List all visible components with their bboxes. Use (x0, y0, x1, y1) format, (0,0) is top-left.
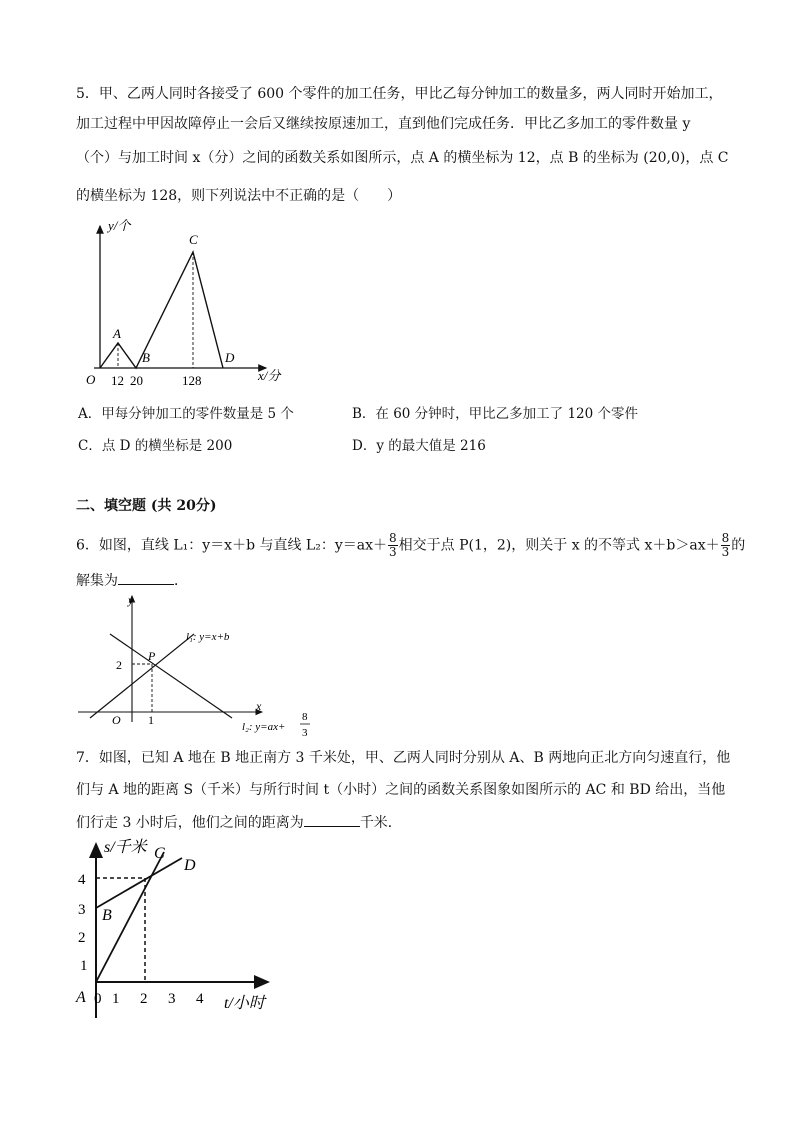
q6-frac-2-den: 3 (721, 545, 730, 559)
q7-x-tick-0: 0 (94, 991, 102, 1007)
q6-frac-2 (721, 532, 731, 559)
q6-x-label: x (256, 699, 262, 713)
section-2-heading: 二、填空题 (共 20分) (76, 498, 217, 514)
q5-graph (80, 218, 300, 392)
q5-option-b[interactable]: B．在 60 分钟时，甲比乙多加工了 120 个零件 (352, 406, 639, 422)
q5-y-label: y/个 (108, 218, 131, 233)
q5-x-label: x/分 (258, 368, 281, 383)
q5-option-d[interactable]: D．y 的最大值是 216 (352, 438, 486, 454)
q7-graph (72, 834, 312, 1026)
q6-tick-1: 1 (148, 713, 154, 727)
q7-answer-blank[interactable] (304, 812, 360, 827)
q7-line-3 (76, 812, 402, 833)
q5-tick-20: 20 (130, 373, 143, 388)
q6-l2-label: l₂: y=ax+ (242, 721, 286, 733)
q5-tick-12: 12 (111, 373, 124, 388)
q6-tick-2: 2 (116, 658, 122, 672)
q6-frac-1-den: 3 (389, 545, 397, 559)
q6-frac-2-num: 8 (721, 531, 730, 545)
q5-option-a[interactable]: A．甲每分钟加工的零件数量是 5 个 (78, 406, 294, 422)
q7-label-a: A (76, 989, 86, 1006)
q6-graph (76, 592, 316, 742)
q7-line3-end: 千米． (359, 815, 402, 831)
q5-origin: O (86, 372, 96, 387)
q6-line-l1 (90, 634, 194, 718)
q7-x-label: t/小时 (224, 995, 265, 1012)
q5-line-3: （个）与加工时间 x（分）之间的函数关系如图所示，点 A 的横坐标为 12，点 B 的坐标为 (20,0)，点 C (76, 150, 729, 166)
q7-x-tick-1: 1 (112, 991, 120, 1007)
q5-label-a: A (113, 326, 121, 341)
q7-line-1: 7．如图，已知 A 地在 B 地正南方 3 千米处，甲、乙两人同时分别从 A、B 两地向正北方向匀速直行，他 (76, 750, 731, 766)
q5-label-b: B (142, 350, 150, 365)
q6-part-2: 相交于点 P(1，2)，则关于 x 的不等式 x＋b＞ax＋ (398, 537, 720, 554)
q7-x-tick-4: 4 (196, 991, 204, 1007)
q5-label-c: C (189, 232, 198, 247)
q6-answer-blank[interactable] (118, 570, 174, 585)
q7-line-2: 们与 A 地的距离 S（千米）与所行时间 t（小时）之间的函数关系图象如图所示的 AC 和 BD 给出，当他 (76, 782, 726, 798)
q6-label-p: P (148, 649, 156, 663)
q7-y-tick-4: 4 (78, 872, 86, 888)
q7-line3-start: 们行走 3 小时后，他们之间的距离为 (76, 815, 304, 831)
q6-line-l2 (110, 634, 232, 718)
q7-label-c: C (154, 845, 165, 862)
q6-line-2 (76, 570, 188, 591)
q6-part-3: 的 (731, 537, 746, 554)
q7-y-tick-2: 2 (78, 930, 86, 946)
q6-frac-1 (388, 532, 398, 559)
q5-label-d: D (225, 350, 235, 365)
q5-line-2: 加工过程中甲因故障停止一会后又继续按原速加工，直到他们完成任务．甲比乙多加工的零件数量 y (76, 116, 691, 132)
q6-l1-label: l₁: y=x+b (186, 631, 230, 643)
q7-label-d: D (184, 857, 196, 874)
q6-l2-frac-num: 8 (302, 711, 308, 723)
q5-line-4: 的横坐标为 128，则下列说法中不正确的是（ ） (76, 188, 402, 204)
q7-y-tick-1: 1 (80, 958, 88, 974)
q5-option-c[interactable]: C．点 D 的横坐标是 200 (78, 438, 233, 454)
q7-label-b: B (102, 907, 112, 924)
q7-y-label: s/千米 (104, 839, 147, 856)
q7-y-tick-3: 3 (78, 902, 86, 918)
q6-line2-end: ． (174, 573, 188, 589)
q6-line2-text: 解集为 (76, 573, 118, 589)
q5-line-1: 5．甲、乙两人同时各接受了 600 个零件的加工任务，甲比乙每分钟加工的数量多，两人同时开始加工， (76, 86, 723, 102)
q6-l2-frac-den: 3 (302, 727, 308, 739)
q5-tick-128: 128 (182, 373, 202, 388)
q7-x-tick-2: 2 (140, 991, 148, 1007)
q7-x-tick-3: 3 (168, 991, 176, 1007)
q6-line-1 (76, 532, 745, 559)
q6-origin: O (112, 713, 121, 727)
q6-part-1: 6．如图，直线 L₁：y＝x＋b 与直线 L₂：y＝ax＋ (76, 537, 387, 554)
q6-frac-1-num: 8 (389, 531, 397, 545)
q6-y-label: y (128, 593, 134, 607)
